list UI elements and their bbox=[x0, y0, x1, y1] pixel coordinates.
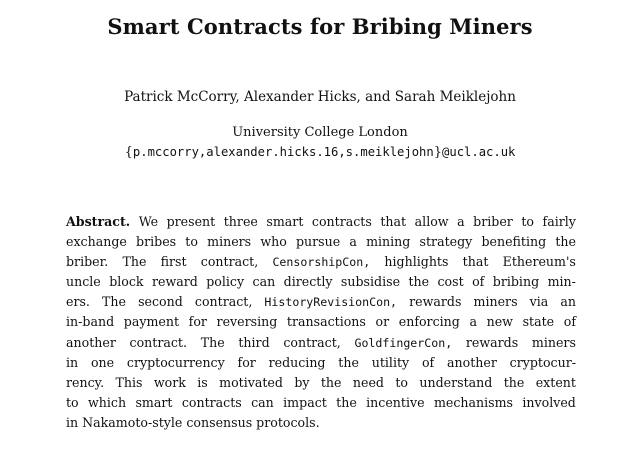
abstract-word: The bbox=[122, 254, 147, 270]
abstract-word: a bbox=[457, 214, 465, 229]
abstract-word: ers. bbox=[66, 294, 90, 310]
abstract-word: utility bbox=[371, 354, 410, 370]
abstract-word: understand bbox=[419, 374, 493, 390]
abstract-word: cryptocurrency bbox=[126, 354, 225, 370]
email-names: p.mccorry,alexander.hicks.16,s.meiklejohn bbox=[132, 145, 434, 159]
abstract-line bbox=[66, 353, 576, 373]
abstract-line bbox=[66, 413, 576, 433]
abstract-word: which bbox=[88, 394, 127, 410]
abstract-word: impact bbox=[283, 394, 327, 410]
abstract-word: can bbox=[251, 394, 274, 410]
abstract-word: directly bbox=[283, 274, 333, 290]
abstract-word: transactions bbox=[286, 314, 366, 330]
abstract-word: third bbox=[238, 334, 270, 350]
abstract-word: allow bbox=[414, 214, 449, 229]
abstract-word: by bbox=[294, 374, 310, 390]
abstract-word: miners bbox=[207, 234, 252, 250]
abstract-line bbox=[66, 252, 576, 272]
abstract-word: contract, bbox=[200, 254, 259, 270]
abstract-word: enforcing bbox=[398, 314, 460, 330]
abstract-word: consensus bbox=[186, 414, 253, 430]
abstract-word: three bbox=[223, 214, 258, 229]
abstract-word: We bbox=[138, 214, 159, 229]
abstract-word: contract, bbox=[194, 294, 253, 310]
abstract-word: to bbox=[66, 394, 79, 410]
abstract-word: reducing bbox=[268, 354, 326, 370]
abstract-word: block bbox=[109, 274, 144, 290]
abstract-word: involved bbox=[522, 394, 576, 410]
abstract-word: rewards bbox=[465, 334, 519, 350]
abstract-word: for bbox=[237, 354, 256, 370]
abstract-word: can bbox=[252, 274, 276, 290]
abstract-word: the bbox=[503, 374, 525, 390]
abstract-word: to bbox=[395, 374, 408, 390]
abstract-word: contracts bbox=[311, 214, 372, 229]
abstract-word: first bbox=[160, 254, 187, 270]
abstract-word: state bbox=[522, 314, 555, 330]
abstract-word: that bbox=[380, 214, 407, 229]
abstract-word: of bbox=[421, 354, 435, 370]
abstract-word: uncle bbox=[66, 274, 101, 290]
affiliation: University College London bbox=[232, 125, 408, 140]
abstract-word: work bbox=[153, 374, 186, 390]
email-domain: @ucl.ac.uk bbox=[442, 145, 516, 159]
email-brace-close: } bbox=[433, 145, 443, 160]
abstract-word: contract. bbox=[129, 334, 187, 350]
abstract-word: reversing bbox=[216, 314, 278, 330]
abstract-word: need bbox=[352, 374, 384, 390]
abstract-word: highlights bbox=[384, 254, 449, 270]
abstract-word: The bbox=[102, 294, 126, 310]
abstract-word: bribes bbox=[136, 234, 177, 250]
abstract-word: Nakamoto-style bbox=[82, 414, 183, 430]
abstract-word: payment bbox=[123, 314, 180, 330]
abstract-word: is bbox=[197, 374, 208, 390]
abstract-word: present bbox=[166, 214, 216, 229]
author-list: Patrick McCorry, Alexander Hicks, and Sarah Meiklejohn bbox=[124, 89, 516, 105]
abstract-word: a bbox=[469, 314, 477, 330]
abstract-word: extent bbox=[535, 374, 576, 390]
abstract-word: of bbox=[563, 314, 576, 330]
abstract-word: of bbox=[472, 274, 485, 290]
abstract-word: briber bbox=[473, 214, 513, 229]
email-brace-open: { bbox=[124, 145, 133, 160]
abstract-word: another bbox=[66, 334, 116, 350]
abstract-word: to bbox=[521, 214, 535, 229]
abstract-word: smart bbox=[266, 214, 304, 229]
abstract-word: the bbox=[555, 234, 576, 250]
abstract-word: in bbox=[66, 354, 79, 370]
abstract-word: the bbox=[338, 354, 359, 370]
abstract-word: one bbox=[90, 354, 115, 370]
abstract-word: a bbox=[349, 234, 357, 250]
abstract-line bbox=[66, 333, 576, 353]
contract-name: GoldfingerCon, bbox=[354, 335, 453, 350]
abstract-word: strategy bbox=[419, 234, 473, 250]
abstract-word: in-band bbox=[66, 314, 115, 330]
abstract-word: miners bbox=[531, 334, 576, 350]
abstract-word: second bbox=[138, 294, 183, 310]
abstract-word: miners bbox=[473, 294, 518, 310]
abstract-word: exchange bbox=[66, 234, 127, 250]
contract-name: HistoryRevisionCon, bbox=[264, 295, 398, 310]
abstract-word: in bbox=[66, 414, 79, 430]
abstract-word: for bbox=[188, 314, 207, 330]
contract-name: CensorshipCon, bbox=[272, 255, 371, 270]
abstract-word: Ethereum's bbox=[502, 254, 576, 270]
abstract-line bbox=[66, 212, 576, 232]
abstract-word: benefiting bbox=[481, 234, 547, 250]
abstract-word: rency. bbox=[66, 374, 105, 390]
abstract-word: another bbox=[447, 354, 497, 370]
abstract-word: protocols. bbox=[256, 414, 320, 430]
abstract bbox=[66, 212, 576, 433]
abstract-word: new bbox=[486, 314, 513, 330]
abstract-word: incentive bbox=[366, 394, 425, 410]
abstract-word: policy bbox=[206, 274, 245, 290]
abstract-line bbox=[66, 272, 576, 292]
abstract-word: to bbox=[185, 234, 198, 250]
abstract-word: the bbox=[408, 274, 430, 290]
abstract-word: via bbox=[529, 294, 549, 310]
abstract-word: rewards bbox=[409, 294, 462, 310]
abstract-word: that bbox=[462, 254, 489, 270]
abstract-word: mechanisms bbox=[433, 394, 514, 410]
abstract-line bbox=[66, 232, 576, 252]
abstract-line bbox=[66, 373, 576, 393]
abstract-word: the bbox=[320, 374, 342, 390]
abstract-word: reward bbox=[151, 274, 198, 290]
abstract-word: min- bbox=[547, 274, 576, 290]
abstract-word: who bbox=[260, 234, 287, 250]
abstract-word: The bbox=[200, 334, 225, 350]
abstract-word: pursue bbox=[295, 234, 341, 250]
author-emails bbox=[0, 145, 640, 160]
abstract-line bbox=[66, 292, 576, 312]
abstract-word: contracts bbox=[181, 394, 242, 410]
abstract-word: motivated bbox=[219, 374, 283, 390]
abstract-word: cost bbox=[437, 274, 464, 290]
abstract-word: cryptocur- bbox=[509, 354, 576, 370]
abstract-word: briber. bbox=[66, 254, 109, 270]
abstract-word: smart bbox=[135, 394, 173, 410]
paper-title: Smart Contracts for Bribing Miners bbox=[107, 14, 533, 39]
abstract-word: contract, bbox=[283, 334, 341, 350]
abstract-label: Abstract. bbox=[66, 214, 131, 229]
abstract-line bbox=[66, 312, 576, 332]
abstract-word: an bbox=[560, 294, 576, 310]
abstract-word: the bbox=[336, 394, 357, 410]
abstract-line bbox=[66, 393, 576, 413]
abstract-word: bribing bbox=[492, 274, 540, 290]
abstract-word: or bbox=[375, 314, 390, 330]
abstract-word: mining bbox=[366, 234, 411, 250]
abstract-word: fairly bbox=[542, 214, 576, 229]
abstract-word: This bbox=[115, 374, 143, 390]
abstract-word: subsidise bbox=[340, 274, 401, 290]
